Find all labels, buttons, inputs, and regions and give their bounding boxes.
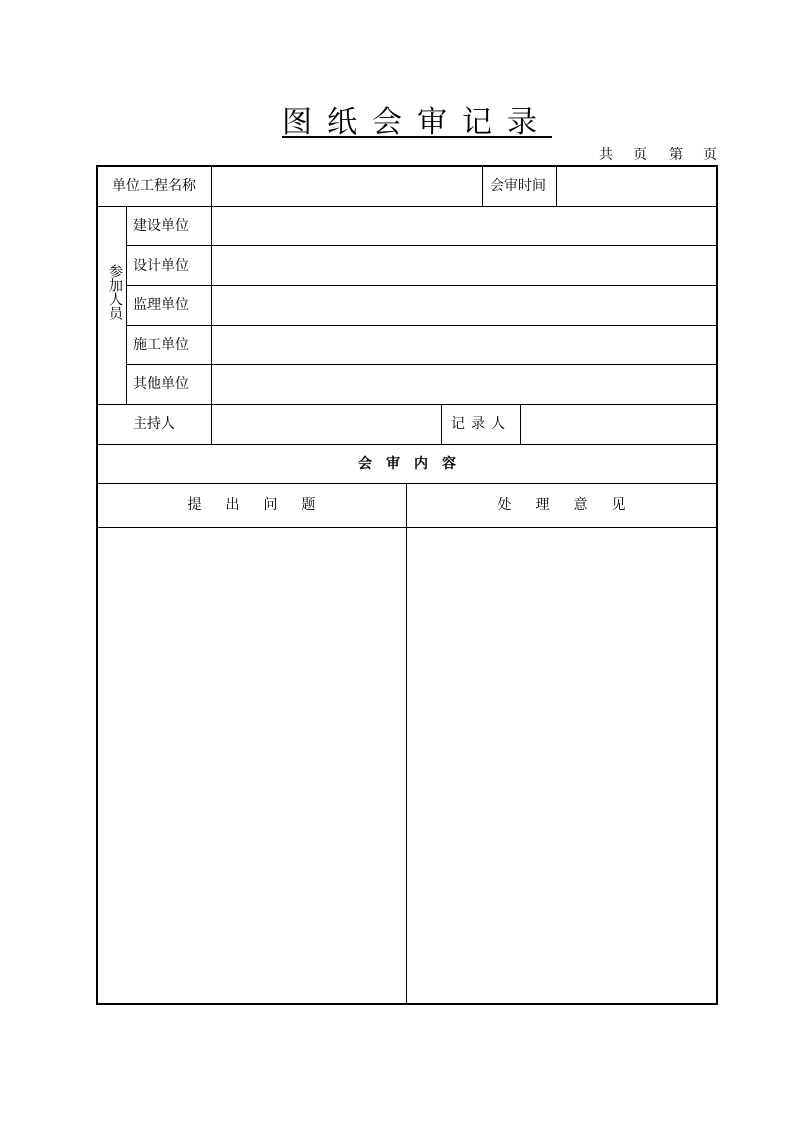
page-current-label: 第 (669, 147, 683, 163)
page-total-unit: 页 (633, 147, 647, 163)
col-divider (441, 404, 442, 444)
table-border-bottom (96, 1003, 718, 1005)
unit-field-supervision[interactable] (212, 286, 716, 325)
unit-label-construction: 建设单位 (133, 218, 189, 234)
col-divider (482, 166, 483, 206)
unit-label-design: 设计单位 (133, 258, 189, 274)
recorder-field[interactable] (521, 405, 716, 444)
opinions-header: 处理意见 (497, 497, 650, 513)
row-divider (97, 444, 717, 445)
host-field[interactable] (212, 405, 441, 444)
project-name-field[interactable] (212, 167, 482, 206)
opinions-area[interactable] (407, 528, 716, 1003)
unit-field-other[interactable] (212, 365, 716, 404)
unit-label-supervision: 监理单位 (133, 297, 189, 313)
unit-field-contractor[interactable] (212, 326, 716, 364)
table-border-right (716, 165, 718, 1005)
host-label: 主持人 (133, 416, 175, 432)
unit-label-contractor: 施工单位 (133, 337, 189, 353)
col-divider (126, 206, 127, 404)
page-title: 图纸会审记录 (282, 105, 552, 140)
row-divider (97, 483, 717, 484)
review-time-label: 会审时间 (490, 178, 546, 194)
project-name-label: 单位工程名称 (112, 178, 196, 194)
page-total-label: 共 (599, 147, 613, 163)
unit-field-construction[interactable] (212, 207, 716, 245)
review-content-label: 会审内容 (358, 456, 470, 472)
questions-area[interactable] (98, 528, 406, 1003)
unit-label-other: 其他单位 (133, 376, 189, 392)
unit-field-design[interactable] (212, 246, 716, 285)
review-time-field[interactable] (557, 167, 716, 206)
participants-label: 参加人员 (107, 264, 123, 320)
recorder-label: 记录人 (451, 416, 511, 432)
questions-header: 提出问题 (187, 497, 340, 513)
page-current-unit: 页 (703, 147, 717, 163)
